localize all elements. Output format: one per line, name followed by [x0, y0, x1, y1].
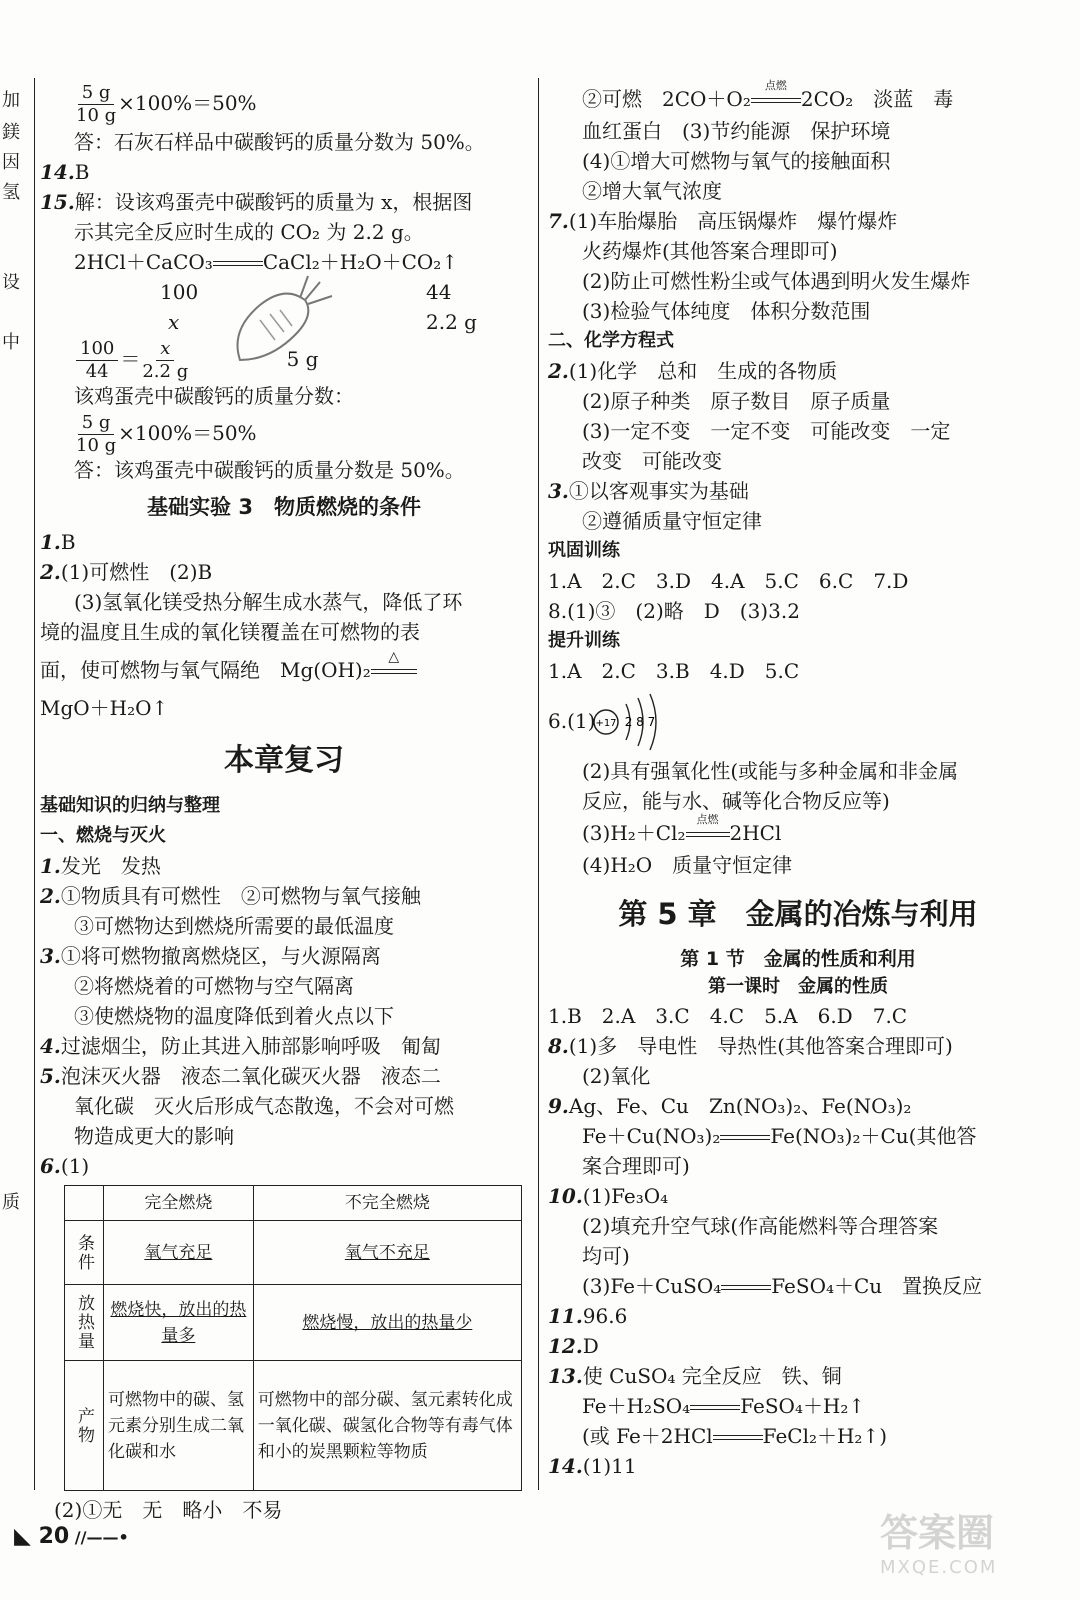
chapter-review-title: 本章复习 — [224, 743, 344, 778]
review-q5-cont: 物造成更大的影响 — [74, 1124, 234, 1148]
fraction-line: $\frac{5 g}{10 g}$ ×100%＝50% — [76, 412, 257, 456]
row-head: 放热量 — [65, 1285, 104, 1361]
chem-q3: 3.①以客观事实为基础 — [548, 479, 749, 503]
metal-q10: 10.(1)Fe₃O₄ — [548, 1184, 669, 1208]
metal-q13: 13.使 CuSO₄ 完全反应 铁、铜 — [548, 1364, 842, 1388]
answer-row: 1.A 2.C 3.B 4.D 5.C — [548, 659, 800, 683]
right-column — [548, 78, 1048, 1481]
answer-line: (3)检验气体纯度 体积分数范围 — [582, 299, 871, 323]
section-heading: 一、燃烧与灭火 — [40, 825, 166, 846]
answer-line: (2)原子种类 原子数目 原子质量 — [582, 389, 891, 413]
table-cell: 氧气充足 — [104, 1221, 254, 1285]
table-cell: 燃烧慢，放出的热量少 — [253, 1285, 521, 1361]
answer-row: 1.B 2.A 3.C 4.C 5.A 6.D 7.C — [548, 1004, 908, 1028]
answer-line: 血红蛋白 (3)节约能源 保护环境 — [582, 119, 891, 143]
mass-fraction-label: 该鸡蛋壳中碳酸钙的质量分数： — [74, 384, 354, 408]
review-q4: 4.过滤烟尘，防止其进入肺部影响呼吸 匍匐 — [40, 1034, 441, 1058]
metal-q14: 14.(1)11 — [548, 1454, 637, 1478]
review-q2-cont: ③可燃物达到燃烧所需要的最低温度 — [74, 914, 394, 938]
chevron-icon: ◣ — [14, 1524, 39, 1549]
table-corner — [65, 1186, 104, 1221]
answer-line: (2)氧化 — [582, 1064, 651, 1088]
chem-q2: 2.(1)化学 总和 生成的各物质 — [548, 359, 838, 383]
exp-q2-equation-products: MgO＋H₂O↑ — [40, 696, 169, 720]
section-heading: 巩固训练 — [548, 540, 620, 561]
proportion: $\frac{100}{44}$ ＝ $\frac{x}{2.2 g}$ 5 g — [40, 337, 528, 381]
table-cell: 氧气不充足 — [253, 1221, 521, 1285]
table-row — [65, 1285, 522, 1361]
carrot-stamp-icon — [220, 270, 340, 380]
section-title: 第 1 节 金属的性质和利用 — [680, 948, 916, 970]
row-head: 产物 — [65, 1361, 104, 1491]
answer-line: (4)①增大可燃物与氧气的接触面积 — [582, 149, 891, 173]
section-heading: 基础知识的归纳与整理 — [40, 795, 220, 816]
ratio-row: x 2.2 g — [168, 310, 477, 334]
metal-q9: 9.Ag、Fe、Cu Zn(NO₃)₂、Fe(NO₃)₂ — [548, 1094, 912, 1118]
margin-char: 因 — [2, 152, 20, 173]
answer-line: (2)具有强氧化性(或能与多种金属和非金属 — [582, 759, 959, 783]
answer-line: 火药爆炸(其他答案合理即可) — [582, 239, 838, 263]
svg-text:2 8 7: 2 8 7 — [624, 715, 656, 729]
answer-row: 1.A 2.C 3.D 4.A 5.C 6.C 7.D — [548, 569, 909, 593]
table-cell: 可燃物中的碳、氢元素分别生成二氧化碳和水 — [104, 1361, 254, 1491]
review-q3: 3.①将可燃物撤离燃烧区，与火源隔离 — [40, 944, 381, 968]
section-title-experiment-3: 基础实验 3 物质燃烧的条件 — [147, 495, 421, 519]
metal-q9-equation: Fe＋Cu(NO₃)₂ Fe(NO₃)₂＋Cu(其他答 — [582, 1124, 977, 1148]
table-header: 完全燃烧 — [104, 1186, 254, 1221]
question-15-cont: 示其完全反应时生成的 CO₂ 为 2.2 g。 — [74, 220, 424, 244]
review-q5: 5.泡沫灭火器 液态二氧化碳灭火器 液态二 — [40, 1064, 441, 1088]
answer-row: 8.(1)③ (2)略 D (3)3.2 — [548, 599, 800, 623]
exp-q2-part3: (3)氢氧化镁受热分解生成水蒸气，降低了环 — [74, 590, 463, 614]
answer-line: (2)填充升空气球(作高能燃料等合理答案 — [582, 1214, 939, 1238]
answer-line: 反应，能与水、碱等化合物反应等) — [582, 789, 890, 813]
watermark-logo: 答案圈 MXQE.COM — [880, 1511, 998, 1578]
answer-line: ②遵循质量守恒定律 — [582, 509, 762, 533]
metal-q13-equation: Fe＋H₂SO₄ FeSO₄＋H₂↑ — [582, 1394, 866, 1418]
review-q3-cont: ②将燃烧着的可燃物与空气隔离 — [74, 974, 354, 998]
answer-13: 答：石灰石样品中碳酸钙的质量分数为 50%。 — [74, 130, 485, 154]
section-heading: 提升训练 — [548, 630, 620, 651]
question-7: 7.(1)车胎爆胎 高压锅爆炸 爆竹爆炸 — [548, 209, 898, 233]
exp-q2-equation: 面，使可燃物与氧气隔绝 Mg(OH)₂ △ — [40, 647, 528, 693]
question-14: 14.B — [40, 160, 90, 184]
equals-sign — [213, 257, 263, 271]
equation-15: 2HCl＋CaCO₃ CaCl₂＋H₂O＋CO₂↑ — [74, 250, 459, 274]
question-15: 15.解：设该鸡蛋壳中碳酸钙的质量为 x，根据图 — [40, 190, 473, 214]
review-q6: 6.(1) — [40, 1154, 90, 1178]
left-margin-fragments — [0, 0, 26, 1600]
margin-char: 加 — [2, 90, 20, 111]
chapter-5-title: 第 5 章 金属的冶炼与利用 — [618, 897, 978, 931]
review-q5-cont: 氧化碳 灭火后形成气态散逸，不会对可燃 — [74, 1094, 454, 1118]
exp-q2-part3-cont: 境的温度且生成的氧化镁覆盖在可燃物的表 — [40, 620, 420, 644]
margin-char: 质 — [2, 1192, 20, 1213]
chlorine-atom-diagram-icon — [592, 692, 682, 752]
review-q3-cont: ③使燃烧物的温度降低到着火点以下 — [74, 1004, 394, 1028]
review-q6-part2: (2)①无 无 略小 不易 — [54, 1498, 283, 1522]
section-heading: 二、化学方程式 — [548, 330, 674, 351]
lesson-title: 第一课时 金属的性质 — [708, 976, 888, 997]
answer-line: ②增大氧气浓度 — [582, 179, 722, 203]
co-equation: ②可燃 2CO＋O₂ 点燃 2CO₂ 淡蓝 毒 — [582, 78, 954, 111]
svg-text:+17: +17 — [595, 718, 617, 729]
table-cell: 可燃物中的部分碳、氢元素转化成一氧化碳、碳氢化合物等有毒气体和小的炭黑颗粒等物质 — [253, 1361, 521, 1491]
ratio-row: 100 44 — [160, 280, 452, 304]
metal-q10-equation: (3)Fe＋CuSO₄ FeSO₄＋Cu 置换反应 — [582, 1274, 983, 1298]
review-q1: 1.发光 发热 — [40, 854, 161, 878]
margin-char: 氢 — [2, 182, 20, 203]
table-row — [65, 1361, 522, 1491]
metal-q8: 8.(1)多 导电性 导热性(其他答案合理即可) — [548, 1034, 953, 1058]
review-q2: 2.①物质具有可燃性 ②可燃物与氧气接触 — [40, 884, 421, 908]
fraction-line: $\frac{5 g}{10 g}$ ×100%＝50% — [76, 82, 257, 126]
page-number: ◣ 20 ∕∕——• — [14, 1524, 129, 1549]
column-divider — [538, 78, 539, 1490]
table-row — [65, 1221, 522, 1285]
decorative-dash-icon: ∕∕——• — [69, 1528, 129, 1547]
left-rule — [34, 78, 35, 1490]
answer-15: 答：该鸡蛋壳中碳酸钙的质量分数是 50%。 — [74, 458, 465, 482]
answer-line: (2)防止可燃性粉尘或气体遇到明火发生爆炸 — [582, 269, 971, 293]
metal-q12: 12.D — [548, 1334, 599, 1358]
exp-q2: 2.(1)可燃性 (2)B — [40, 560, 213, 584]
table-header: 不完全燃烧 — [253, 1186, 521, 1221]
left-column — [40, 82, 528, 1181]
answer-line: 改变 可能改变 — [582, 449, 722, 473]
margin-char: 中 — [2, 332, 20, 353]
metal-q11: 11.96.6 — [548, 1304, 628, 1328]
hcl-equation: (3)H₂＋Cl₂ 点燃 2HCl — [582, 812, 782, 845]
answer-line: (3)一定不变 一定不变 可能改变 一定 — [582, 419, 951, 443]
metal-q13-equation-alt: (或 Fe＋2HCl FeCl₂＋H₂↑) — [582, 1424, 888, 1448]
table-cell: 燃烧快，放出的热量多 — [104, 1285, 254, 1361]
improve-q6: 6.(1) — [548, 709, 596, 733]
margin-char: 设 — [2, 272, 20, 293]
answer-line: (4)H₂O 质量守恒定律 — [582, 853, 793, 877]
margin-char: 鎂 — [2, 122, 20, 143]
combustion-table — [54, 1185, 522, 1525]
row-head: 条件 — [65, 1221, 104, 1285]
answer-line: 案合理即可) — [582, 1154, 690, 1178]
exp-q1: 1.B — [40, 530, 76, 554]
answer-line: 均可) — [582, 1244, 630, 1268]
fraction: $\frac{5 g}{10 g}$ — [76, 82, 117, 126]
